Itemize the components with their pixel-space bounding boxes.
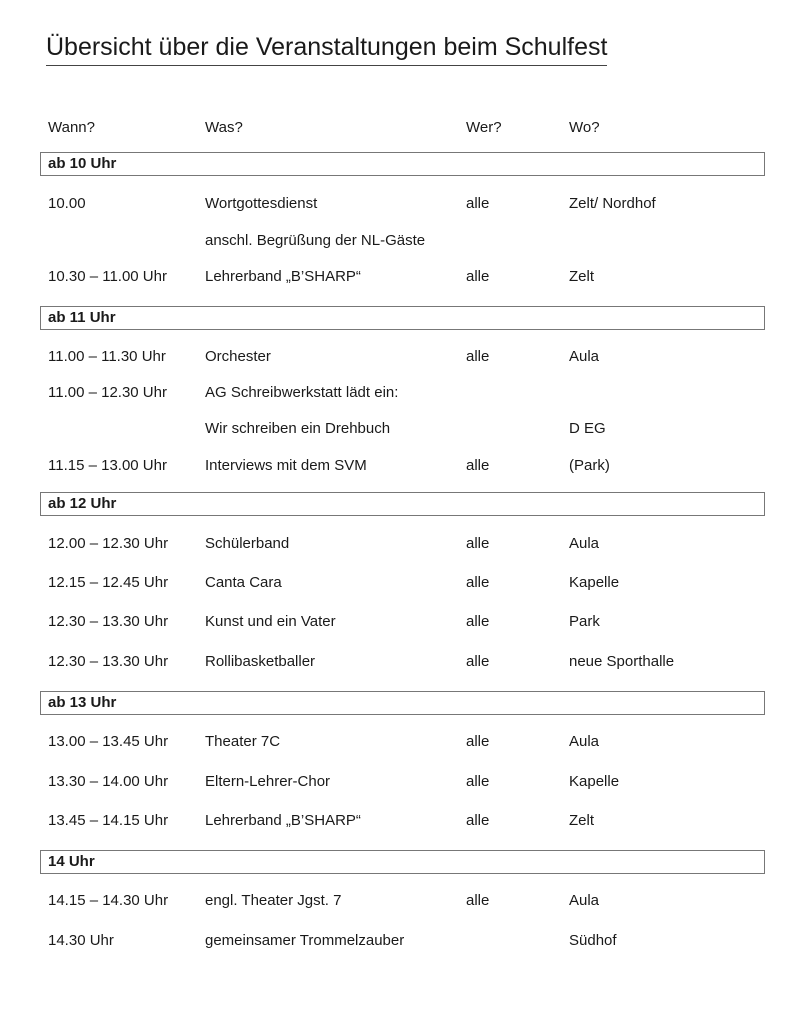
section-label: 14 Uhr <box>48 853 95 870</box>
cell-when: 12.00 – 12.30 Uhr <box>48 535 169 552</box>
table-row <box>0 533 800 555</box>
cell-who: alle <box>466 574 490 591</box>
cell-who: alle <box>466 773 490 790</box>
section-label: ab 10 Uhr <box>48 155 117 172</box>
cell-what: Orchester <box>205 348 271 365</box>
header-when: Wann? <box>48 119 95 136</box>
cell-where: Aula <box>569 348 600 365</box>
cell-what: Interviews mit dem SVM <box>205 457 367 474</box>
cell-when: 13.00 – 13.45 Uhr <box>48 733 169 750</box>
cell-where: D EG <box>569 420 606 437</box>
section-header <box>40 850 765 874</box>
cell-what: Lehrerband „B’SHARP“ <box>205 268 361 285</box>
cell-what: Kunst und ein Vater <box>205 613 336 630</box>
cell-where: Aula <box>569 733 600 750</box>
section-header <box>40 152 765 176</box>
cell-when: 11.00 – 11.30 Uhr <box>48 348 166 365</box>
table-row <box>0 418 800 440</box>
cell-who: alle <box>466 892 490 909</box>
cell-what: Wortgottesdienst <box>205 195 318 212</box>
cell-who: alle <box>466 733 490 750</box>
cell-who: alle <box>466 535 490 552</box>
cell-what: gemeinsamer Trommelzauber <box>205 932 405 949</box>
cell-what: anschl. Begrüßung der NL-Gäste <box>205 232 426 249</box>
cell-what: Eltern-Lehrer-Chor <box>205 773 331 790</box>
cell-what: Rollibasketballer <box>205 653 316 670</box>
cell-where: (Park) <box>569 457 610 474</box>
table-row <box>0 230 800 252</box>
cell-where: Park <box>569 613 600 630</box>
cell-what: Schülerband <box>205 535 290 552</box>
cell-when: 13.30 – 14.00 Uhr <box>48 773 169 790</box>
cell-when: 12.30 – 13.30 Uhr <box>48 613 169 630</box>
cell-when: 13.45 – 14.15 Uhr <box>48 812 169 829</box>
header-where: Wo? <box>569 119 600 136</box>
section-label: ab 13 Uhr <box>48 694 117 711</box>
header-who: Wer? <box>466 119 502 136</box>
table-row <box>0 731 800 753</box>
table-row <box>0 572 800 594</box>
cell-what: Wir schreiben ein Drehbuch <box>205 420 391 437</box>
cell-where: Zelt <box>569 812 595 829</box>
cell-when: 12.15 – 12.45 Uhr <box>48 574 169 591</box>
table-row <box>0 771 800 793</box>
table-row <box>0 890 800 912</box>
cell-when: 14.15 – 14.30 Uhr <box>48 892 169 909</box>
cell-where: Aula <box>569 892 600 909</box>
cell-when: 12.30 – 13.30 Uhr <box>48 653 169 670</box>
cell-who: alle <box>466 268 490 285</box>
cell-who: alle <box>466 195 490 212</box>
cell-when: 14.30 Uhr <box>48 932 114 949</box>
table-row <box>0 382 800 404</box>
section-header <box>40 306 765 330</box>
table-row <box>0 193 800 215</box>
table-row <box>0 611 800 633</box>
cell-what: AG Schreibwerkstatt lädt ein: <box>205 384 399 401</box>
section-header <box>40 492 765 516</box>
cell-who: alle <box>466 812 490 829</box>
table-row <box>0 930 800 952</box>
cell-where: neue Sporthalle <box>569 653 675 670</box>
cell-when: 10.30 – 11.00 Uhr <box>48 268 167 285</box>
cell-where: Südhof <box>569 932 617 949</box>
cell-what: engl. Theater Jgst. 7 <box>205 892 342 909</box>
cell-what: Theater 7C <box>205 733 281 750</box>
section-label: ab 11 Uhr <box>48 309 116 326</box>
page-title: Übersicht über die Veranstaltungen beim Schulfest <box>46 30 607 66</box>
cell-where: Zelt <box>569 268 595 285</box>
cell-where: Aula <box>569 535 600 552</box>
cell-where: Zelt/ Nordhof <box>569 195 656 212</box>
table-row <box>0 651 800 673</box>
section-header <box>40 691 765 715</box>
table-row <box>0 346 800 368</box>
cell-where: Kapelle <box>569 574 620 591</box>
table-header-row <box>0 117 800 139</box>
cell-who: alle <box>466 457 490 474</box>
cell-who: alle <box>466 613 490 630</box>
cell-when: 10.00 <box>48 195 86 212</box>
table-row <box>0 455 800 477</box>
section-label: ab 12 Uhr <box>48 495 117 512</box>
cell-what: Canta Cara <box>205 574 282 591</box>
cell-what: Lehrerband „B’SHARP“ <box>205 812 361 829</box>
cell-when: 11.15 – 13.00 Uhr <box>48 457 167 474</box>
table-row <box>0 266 800 288</box>
cell-where: Kapelle <box>569 773 620 790</box>
cell-when: 11.00 – 12.30 Uhr <box>48 384 167 401</box>
header-what: Was? <box>205 119 243 136</box>
cell-who: alle <box>466 653 490 670</box>
cell-who: alle <box>466 348 490 365</box>
table-row <box>0 810 800 832</box>
